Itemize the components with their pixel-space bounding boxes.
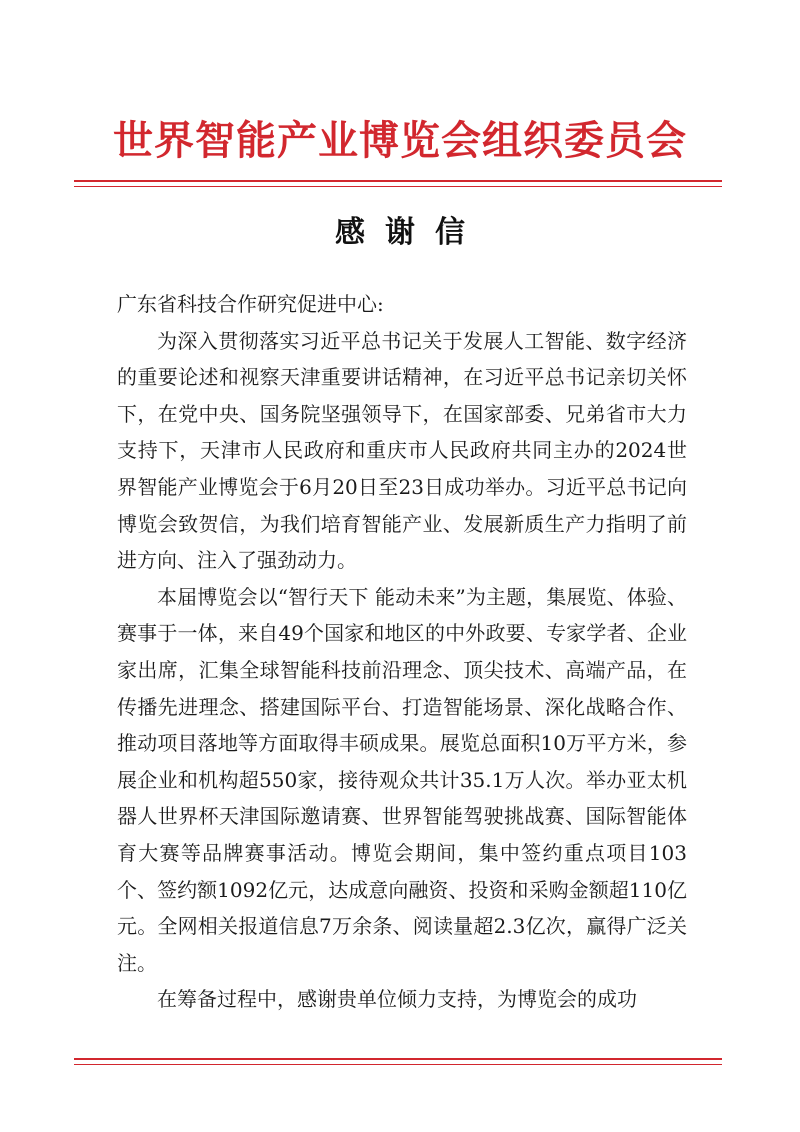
header-divider-thick — [74, 180, 722, 182]
paragraph-1: 为深入贯彻落实习近平总书记关于发展人工智能、数字经济的重要论述和视察天津重要讲话精神，在习近平总书记亲切关怀下，在党中央、国务院坚强领导下，在国家部委、兄弟省市大力支持下，天津市人民政府和重庆市人民政府共同主办的2024世界智能产业博览会于6月20日至23日成功举办。习近平总书记向博览会致贺信，为我们培育智能产业、发展新质生产力指明了前进方向、注入了强劲动力。 — [117, 328, 687, 573]
footer-divider-thin — [74, 1064, 722, 1065]
paragraph-3: 在筹备过程中，感谢贵单位倾力支持，为博览会的成功 — [157, 987, 637, 1012]
organization-header: 世界智能产业博览会组织委员会 — [113, 117, 687, 164]
paragraph-2: 本届博览会以“智行天下 能动未来”为主题，集展览、体验、赛事于一体，来自49个国家和地区的中外政要、专家学者、企业家出席，汇集全球智能科技前沿理念、顶尖技术、高端产品，在传播先进理念、搭建国际平台、打造智能场景、深化战略合作、推动项目落地等方面取得丰硕成果。展览总面积10万平方米，参展企业和机构超550家，接待观众共计35.1万人次。举办亚太机器人世界杯天津国际邀请赛、世界智能驾驶挑战赛、国际智能体育大赛等品牌赛事活动。博览会期间，集中签约重点项目103个、签约额1092亿元，达成意向融资、投资和采购金额超110亿元。全网相关报道信息7万余条、阅读量超2.3亿次，赢得广泛关注。 — [117, 584, 687, 975]
header-divider-thin — [74, 186, 722, 187]
salutation: 广东省科技合作研究促进中心: — [117, 292, 384, 316]
footer-divider-thick — [74, 1058, 722, 1060]
document-title: 感谢信 — [335, 215, 485, 250]
letter-body — [117, 286, 687, 1018]
